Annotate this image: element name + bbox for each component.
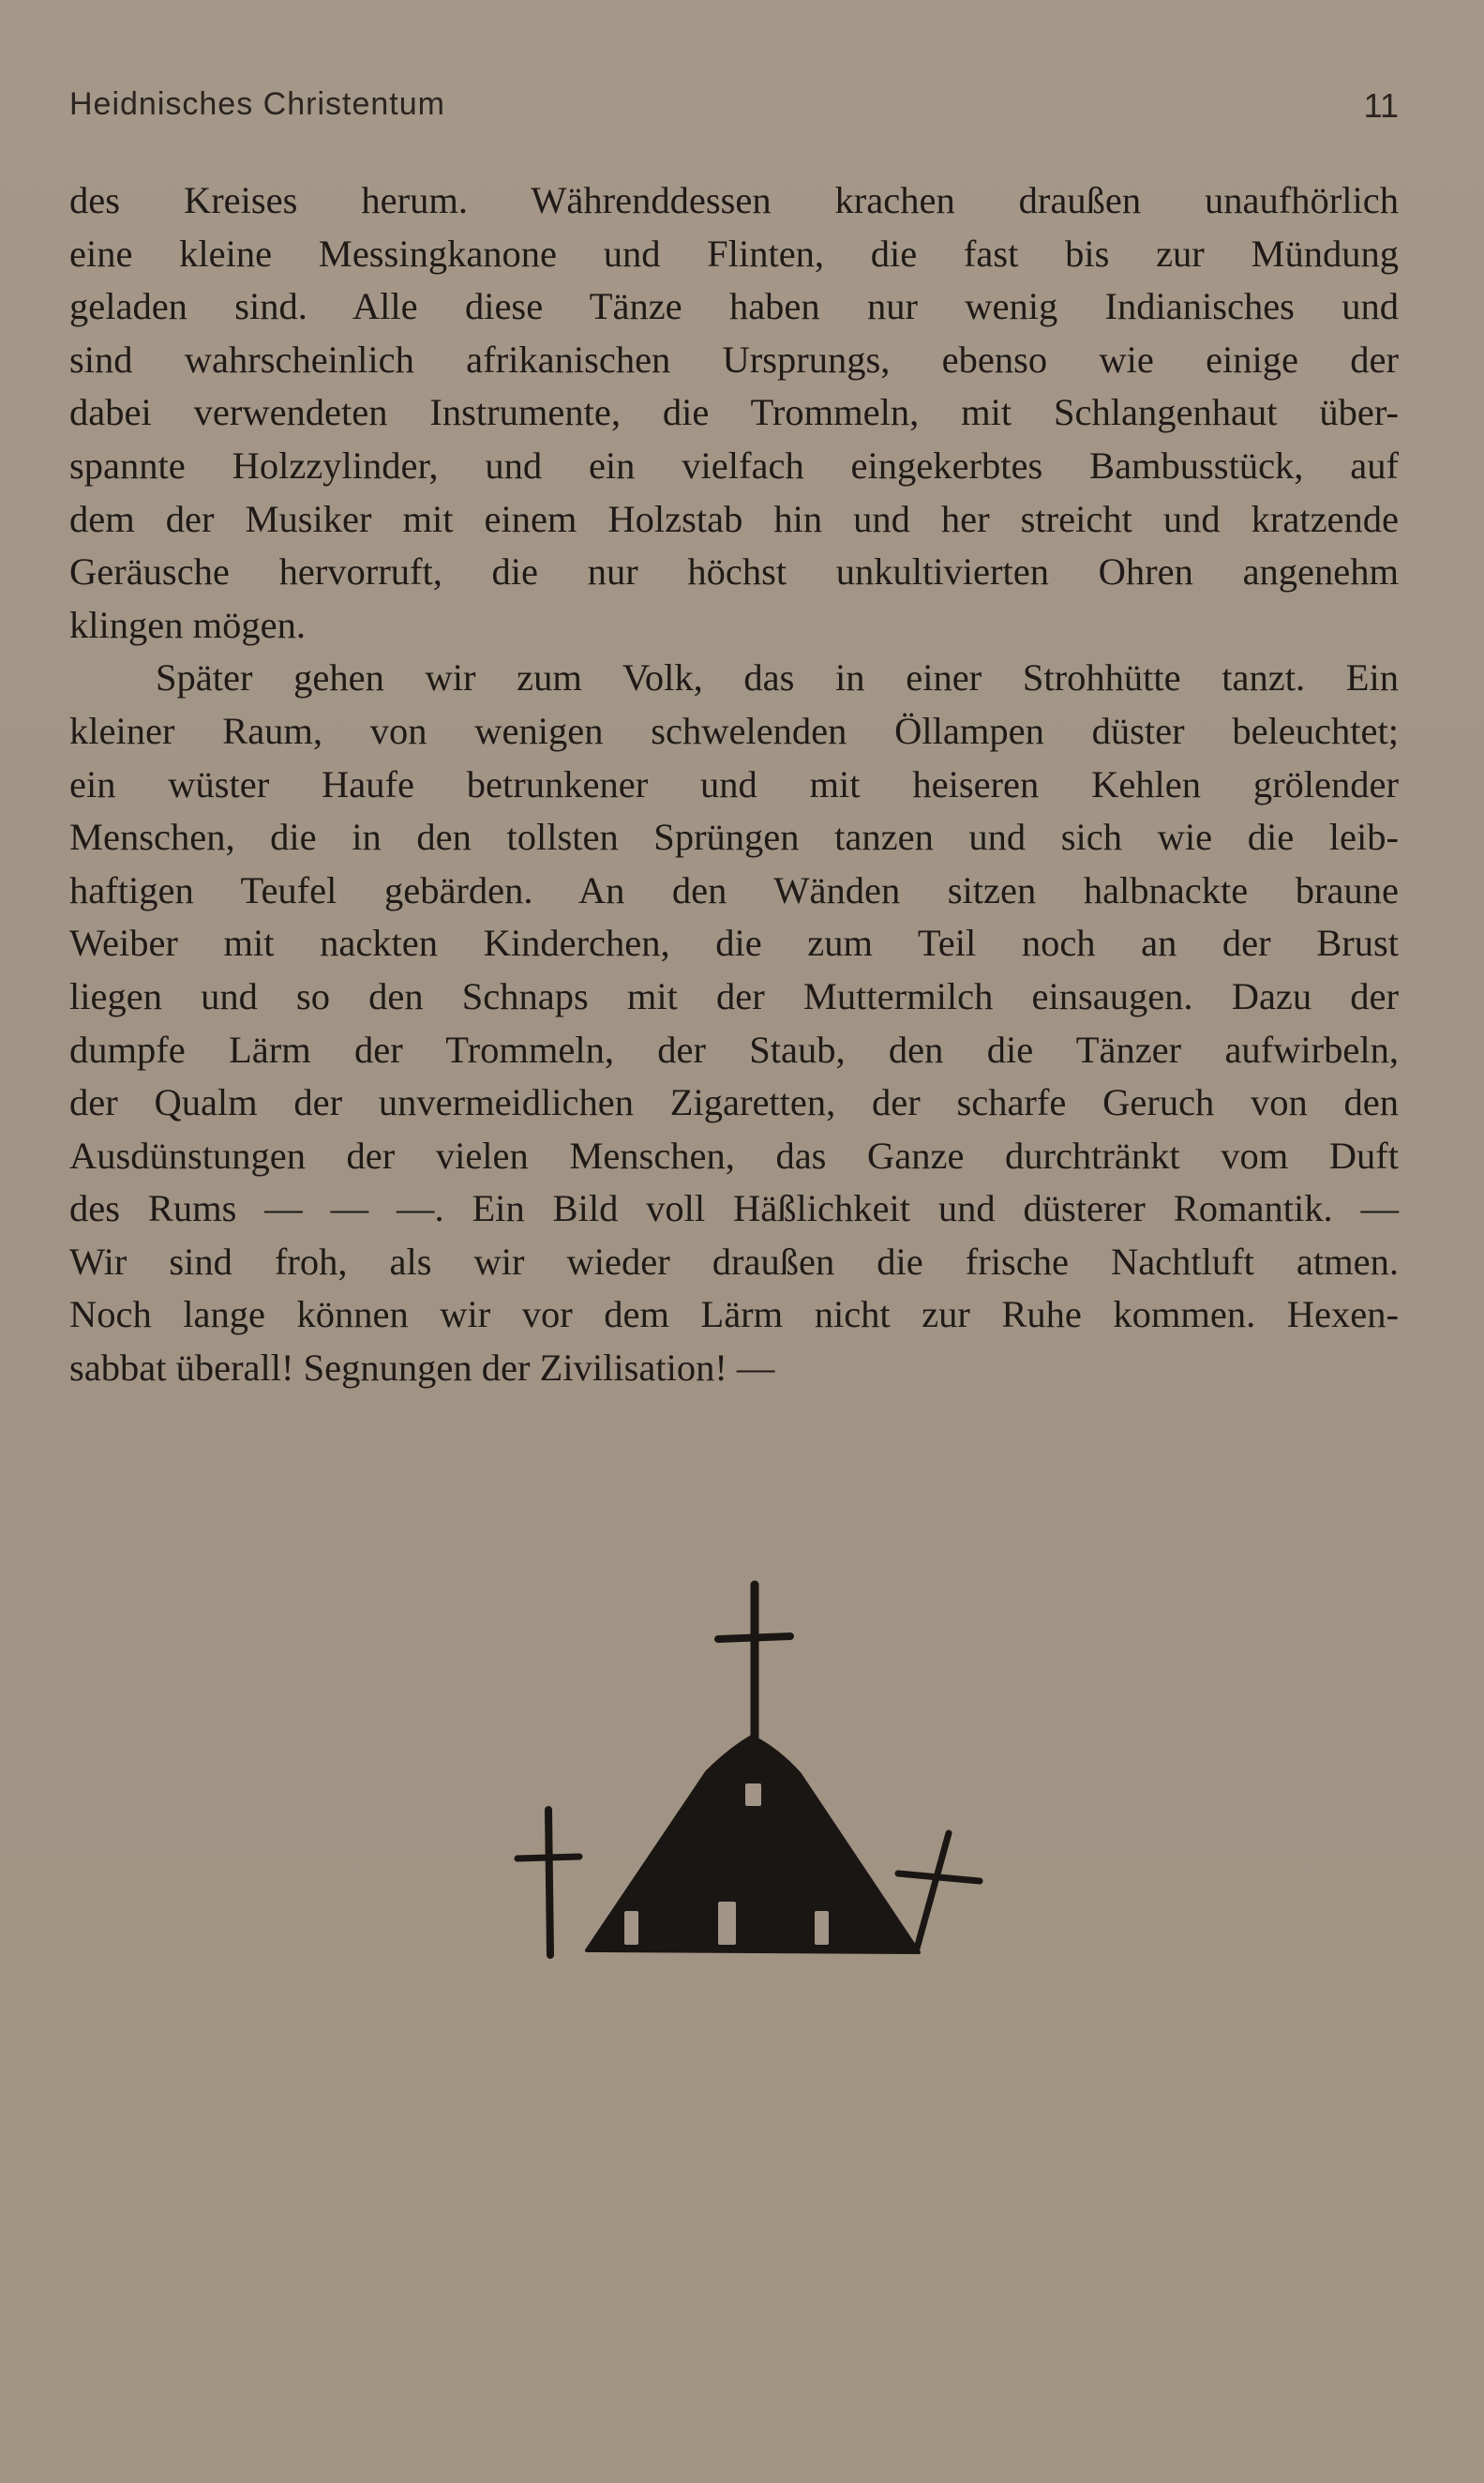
text-line: sind wahrscheinlich afrikanischen Ursprungs, ebenso wie einige der (69, 338, 1399, 381)
text-line: sabbat überall! Segnungen der Zivilisation! — (69, 1347, 775, 1390)
text-line: geladen sind. Alle diese Tänze haben nur wenig Indianisches und (69, 285, 1399, 328)
text-line: ein wüster Haufe betrunkener und mit heiseren Kehlen grölender (69, 762, 1399, 805)
text-line: eine kleine Messingkanone und Flinten, die fast bis zur Mündung (69, 232, 1399, 275)
text-line: spannte Holzzylinder, und ein vielfach eingekerbtes Bambusstück, auf (69, 444, 1399, 487)
text-line: des Kreises herum. Währenddessen krachen draußen unaufhörlich (69, 179, 1399, 221)
text-line: liegen und so den Schnaps mit der Muttermilch einsaugen. Dazu der (69, 974, 1399, 1017)
text-line: Noch lange können wir vor dem Lärm nicht zur Ruhe kommen. Hexen- (69, 1293, 1399, 1336)
text-line: Menschen, die in den tollsten Sprüngen tanzen und sich wie die leib- (69, 816, 1399, 859)
text-line: klingen mögen. (69, 603, 306, 646)
text-line: Wir sind froh, als wir wieder draußen die frische Nachtluft atmen. (69, 1240, 1399, 1283)
church-with-crosses-icon (506, 1575, 994, 1969)
text-line: kleiner Raum, von wenigen schwelenden Öllampen düster beleuchtet; (69, 709, 1399, 752)
running-head (69, 86, 1399, 131)
text-line: dem der Musiker mit einem Holzstab hin und her streicht und kratzende (69, 497, 1399, 540)
text-line: Später gehen wir zum Volk, das in einer Strohhütte tanzt. Ein (156, 656, 1399, 700)
text-line: des Rums — — —. Ein Bild voll Häßlichkeit und düsterer Romantik. — (69, 1187, 1399, 1230)
paragraph-1 (69, 174, 1399, 652)
text-line: Ausdünstungen der vielen Menschen, das Ganze durchtränkt vom Duft (69, 1134, 1399, 1177)
text-line: Geräusche hervorruft, die nur höchst unkultivierten Ohren angenehm (69, 550, 1399, 594)
page-number: 11 (1363, 86, 1399, 125)
text-line: Weiber mit nackten Kinderchen, die zum Teil noch an der Brust (69, 922, 1399, 965)
text-line: dumpfe Lärm der Trommeln, der Staub, den die Tänzer aufwirbeln, (69, 1028, 1399, 1071)
text-line: der Qualm der unvermeidlichen Zigaretten, der scharfe Geruch von den (69, 1081, 1399, 1124)
paragraph-2 (69, 652, 1399, 1394)
running-title: Heidnisches Christentum (69, 86, 445, 122)
text-line: dabei verwendeten Instrumente, die Trommeln, mit Schlangenhaut über- (69, 391, 1399, 434)
body-text (69, 174, 1399, 1395)
text-line: haftigen Teufel gebärden. An den Wänden sitzen halbnackte braune (69, 868, 1399, 911)
